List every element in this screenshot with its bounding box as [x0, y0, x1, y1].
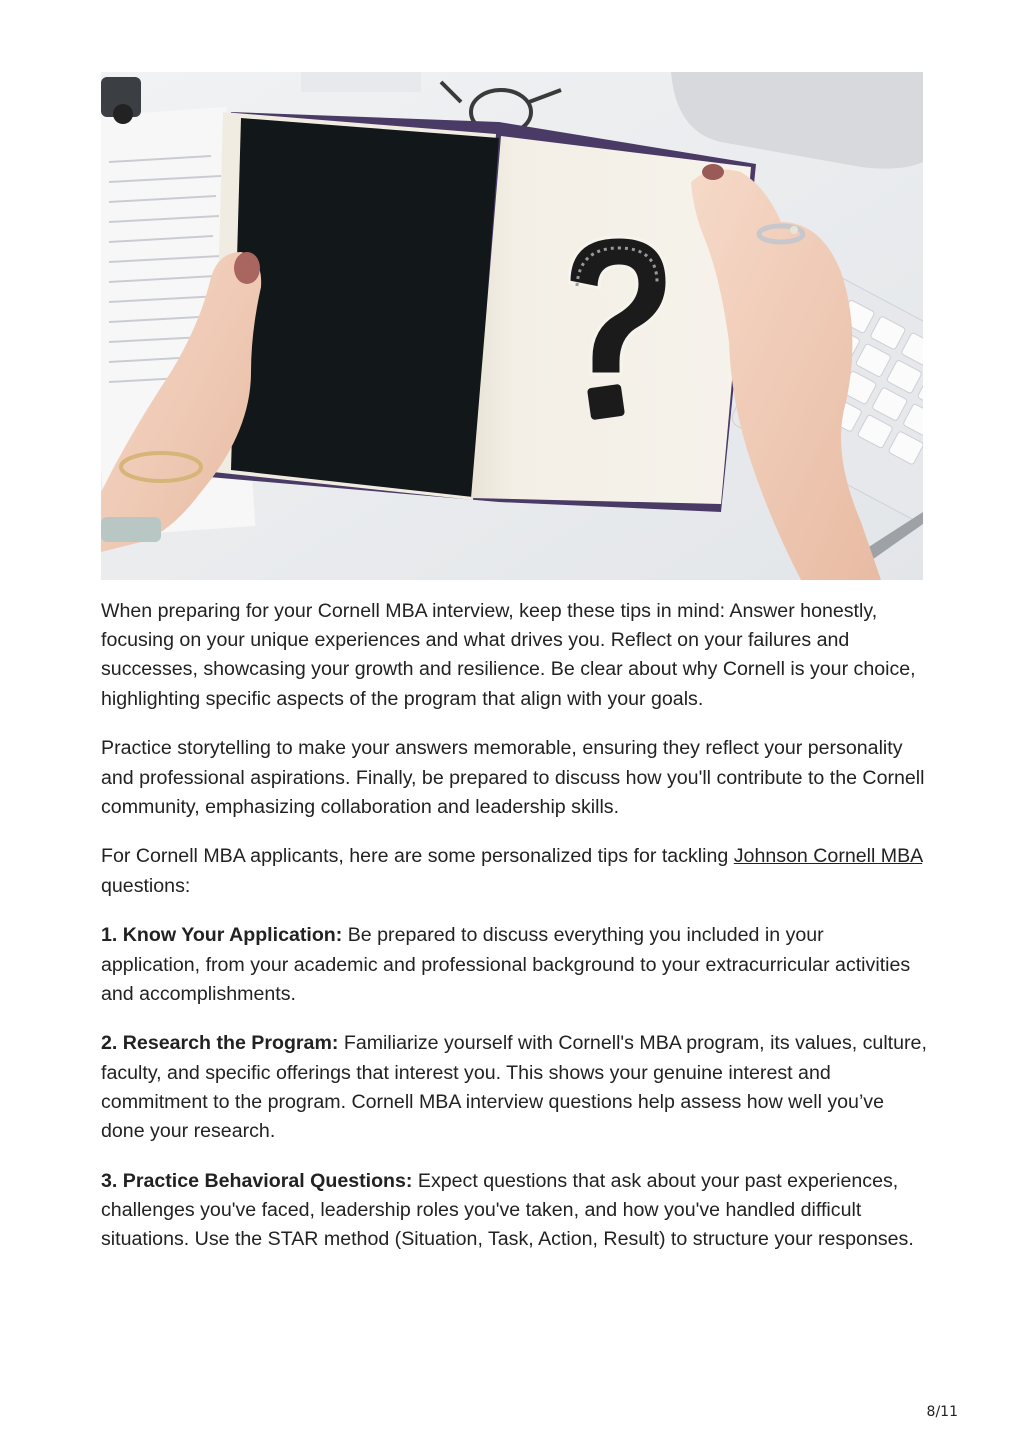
- tip-item: [101, 1167, 927, 1255]
- tips-intro-paragraph: [101, 842, 927, 900]
- tip-heading: 1. Know Your Application:: [101, 924, 343, 947]
- intro-paragraph: When preparing for your Cornell MBA interview, keep these tips in mind: Answer honestly, focusing on your unique experiences and what drives you. Reflect on your failures and successes, showcasing your growth and resilience. Be clear about why Cornell is your choice, highlighting specific aspects of the program that align with your goals.: [101, 600, 916, 710]
- hero-image: [101, 72, 923, 580]
- johnson-cornell-mba-link[interactable]: Johnson Cornell MBA: [733, 845, 923, 868]
- tip-item: [101, 921, 927, 1009]
- tip-item: [101, 1029, 927, 1146]
- tip-text: Familiarize yourself with Cornell's MBA program, its values, culture, faculty, and specific offerings that interest you. This shows your genuine interest and commitment to the program. Cornell MBA interview questions help assess how well you’ve done your research.: [101, 1032, 927, 1143]
- tips-intro-text: For Cornell MBA applicants, here are some personalized tips for tackling: [101, 845, 734, 868]
- storytelling-paragraph: Practice storytelling to make your answers memorable, ensuring they reflect your personality and professional aspirations. Finally, be prepared to discuss how you'll contribute to the Cornell community, emphasizing collaboration and leadership skills.: [101, 737, 925, 818]
- tip-heading: 2. Research the Program:: [101, 1032, 339, 1055]
- question-mark-book-photo-icon: [101, 72, 923, 580]
- tips-intro-suffix: questions:: [101, 874, 191, 897]
- page-number: 8/11: [926, 1404, 958, 1420]
- tip-text: Expect questions that ask about your past experiences, challenges you've faced, leadership roles you've taken, and how you've handled difficult situations. Use the STAR method (Situation, Task, Action, Result) to structure your responses.: [101, 1169, 914, 1251]
- tip-text: Be prepared to discuss everything you included in your application, from your academic and professional background to your extracurricular activities and accomplishments.: [101, 924, 911, 1005]
- tip-heading: 3. Practice Behavioral Questions:: [101, 1169, 413, 1192]
- article-body: [101, 597, 927, 1275]
